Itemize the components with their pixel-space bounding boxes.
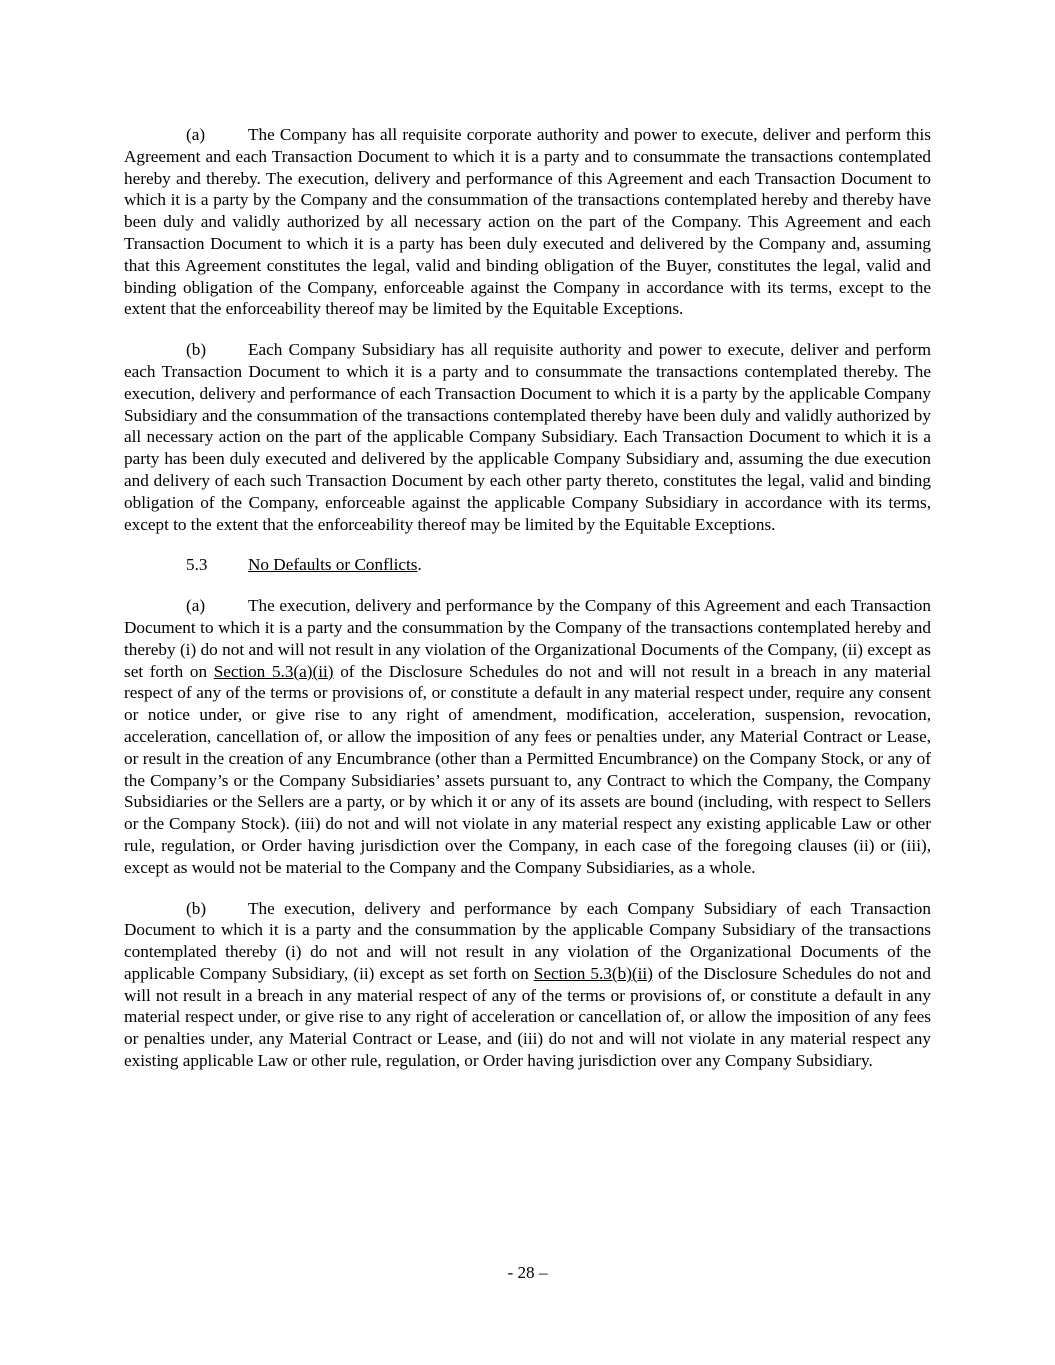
paragraph-label: (b) xyxy=(186,898,207,918)
paragraph-label: (b) xyxy=(186,340,207,360)
paragraph-5-3-a xyxy=(124,595,931,878)
page-number: - 28 – xyxy=(507,1263,548,1282)
section-title: No Defaults or Conflicts xyxy=(248,555,418,575)
section-title-suffix: . xyxy=(417,555,422,575)
section-reference-link: Section 5.3(b)(ii) xyxy=(533,963,653,983)
paragraph-b xyxy=(124,339,931,535)
paragraph-text: of the Disclosure Schedules do not and will not result in a breach in any material respect of any of the terms or provisions of, or constitute a default in any material respect under, require any consent or notice under, or give rise to any right of amendment, modification, acceleration, suspension, revocation, acceleration, cancellation of, or allow the imposition of any fees or penalties under, any Material Contract or Lease, or result in the creation of any Encumbrance (other than a Permitted Encumbrance) on the Company Stock, or any of the Company’s or the Company Subsidiaries’ assets pursuant to, any Contract to which the Company, the Company Subsidiaries or the Sellers are a party, or by which it or any of its assets are bound (including, with respect to Sellers or the Company Stock). (iii) do not and will not violate in any material respect any existing applicable Law or other rule, regulation, or Order having jurisdiction over the Company, in each case of the foregoing clauses (ii) or (iii), except as would not be material to the Company and the Company Subsidiaries, as a whole. xyxy=(124,661,931,877)
paragraph-label: (a) xyxy=(186,125,206,144)
paragraph-text: Each Company Subsidiary has all requisite authority and power to execute, deliver and perform each Transaction Document to which it is a party and to consummate the transactions contemplated thereby. The execution, delivery and performance of each Transaction Document to which it is a party by the applicable Company Subsidiary and the consummation of the transactions contemplated thereby have been duly and validly authorized by all necessary action on the part of the applicable Company Subsidiary. Each Transaction Document to which it is a party has been duly executed and delivered by the applicable Company Subsidiary and, assuming the due execution and delivery of each such Transaction Document by each other party thereto, constitutes the legal, valid and binding obligation of the Company, enforceable against the applicable Company Subsidiary in accordance with its terms, except to the extent that the enforceability thereof may be limited by the Equitable Exceptions. xyxy=(124,340,931,534)
section-heading-5-3 xyxy=(124,554,931,576)
paragraph-5-3-b xyxy=(124,898,931,1072)
paragraph-text: The execution, delivery and performance by each Company Subsidiary of each Transaction Document to which it is a party and the consummation by the applicable Company Subsidiary of the transactions contemplated thereby (i) do not and will not result in any violation of the Organizational Documents of the applicable Company Subsidiary, (ii) except as set forth on xyxy=(124,898,931,983)
paragraph-text: The execution, delivery and performance by the Company of this Agreement and each Transaction Document to which it is a party and the consummation by the Company of the transactions contemplated hereby and thereby (i) do not and will not result in any violation of the Organizational Documents of the Company, (ii) except as set forth on xyxy=(124,596,931,681)
section-number: 5.3 xyxy=(186,555,208,575)
paragraph-text: of the Disclosure Schedules do not and will not result in a breach in any material respect of any of the terms or provisions of, or constitute a default in any material respect under, or give rise to any right of acceleration or cancellation of, or allow the imposition of any fees or penalties under, any Material Contract or Lease, and (iii) do not and will not violate in any material respect any existing applicable Law or other rule, regulation, or Order having jurisdiction over any Company Subsidiary. xyxy=(124,963,931,1071)
document-page xyxy=(124,124,931,1091)
paragraph-text: The Company has all requisite corporate authority and power to execute, deliver and perform this Agreement and each Transaction Document to which it is a party and to consummate the transactions contemplated hereby and thereby. The execution, delivery and performance of this Agreement and each Transaction Document to which it is a party by the Company and the consummation of the transactions contemplated hereby and thereby have been duly and validly authorized by all necessary action on the part of the Company. This Agreement and each Transaction Document to which it is a party has been duly executed and delivered by the Company and, assuming that this Agreement constitutes the legal, valid and binding obligation of the Buyer, constitutes the legal, valid and binding obligation of the Company, enforceable against the Company in accordance with its terms, except to the extent that the enforceability thereof may be limited by the Equitable Exceptions. xyxy=(124,125,931,319)
paragraph-label: (a) xyxy=(186,596,206,616)
paragraph-a xyxy=(124,124,931,320)
section-reference-link: Section 5.3(a)(ii) xyxy=(213,661,334,681)
